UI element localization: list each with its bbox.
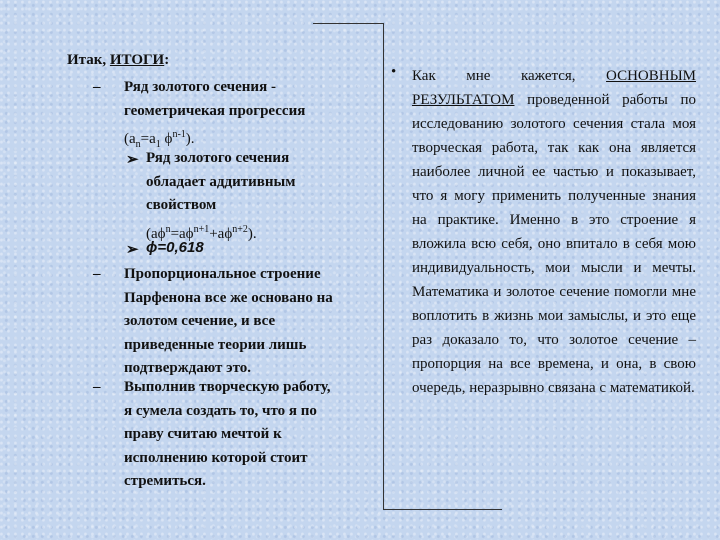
- phi-value: ϕ=0,618: [146, 239, 204, 256]
- bullet-marker: •: [391, 64, 397, 80]
- formula-additive: $(a\phi^n=a\phi^{n+1}+a\phi^{n+2})$.: [146, 223, 257, 242]
- bottom-rule: [384, 509, 502, 510]
- list-item: Ряд золотого сечения - геометричекая прогрессия ($a_n=a_1$ $\phi^{n-1}$).: [124, 76, 305, 157]
- dash-marker: –: [93, 79, 101, 95]
- main-result-underlined: ОСНОВНЫМ РЕЗУЛЬТАТОМ: [412, 68, 696, 108]
- arrow-marker: ➢: [126, 242, 139, 258]
- heading-underlined: ИТОГИ: [109, 52, 165, 68]
- arrow-marker: ➢: [126, 152, 139, 168]
- dash-marker: –: [93, 379, 101, 395]
- list-item: Пропорциональное строение Парфенона все же основано на золотом сечение, и все приведенные теории лишь подтверждают это.: [124, 266, 333, 376]
- conclusion-paragraph: Как мне кажется, ОСНОВНЫМ РЕЗУЛЬТАТОМ проведенной работы по исследованию золотого сечения стала моя творческая работа, так как она является наиболее личной ее частью и показывает, что я могу применить полученные знания на практике. Именно в это строение я вложила всю себя, оно впитало в себя мою индивидуальность, мои мысли и мечты. Математика и золотое сечение помогли мне воплотить в жизнь мои замыслы, и это еще раз доказало то, что золотое сечение – пропорция на все времена, и она, в свою очередь, неразрывно связана с математикой.: [412, 68, 696, 396]
- dash-marker: –: [93, 266, 101, 282]
- formula-progression: ($a_n=a_1$ $\phi^{n-1}$).: [124, 129, 195, 150]
- list-item: Ряд золотого сечения обладает аддитивным свойством $(a\phi^n=a\phi^{n+1}+a\phi^{n+2})$.: [146, 147, 295, 246]
- summary-heading: Итак, ИТОГИ:: [67, 52, 170, 68]
- list-item: Выполнив творческую работу, я сумела создать то, что я по праву считаю мечтой к исполнению которой стоит стремиться.: [124, 379, 331, 489]
- column-divider: [383, 24, 384, 510]
